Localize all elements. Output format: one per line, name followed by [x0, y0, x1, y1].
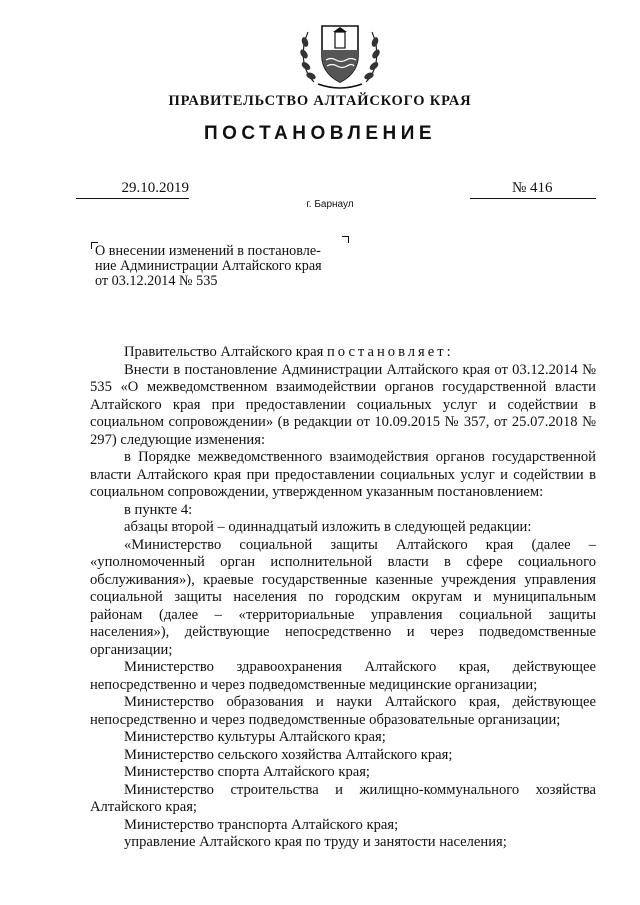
document-body — [90, 344, 596, 852]
government-name: ПРАВИТЕЛЬСТВО АЛТАЙСКОГО КРАЯ — [168, 93, 472, 109]
decree-paragraph — [90, 344, 596, 362]
body-paragraph: Министерство транспорта Алтайского края; — [124, 816, 399, 833]
body-paragraph: Министерство культуры Алтайского края; — [124, 729, 386, 745]
body-paragraph: Внести в постановление Администрации Алтайского края от 03.12.2014 № 535 «О межведомственном взаимодействии органов государственной власти Алтайского края при предоставлении социальных услуг и содействии в социальном сопровождении» (в редакции от 10.09.2015 № 357, от 25.07.2018 № 297) следующие изменения: — [90, 361, 596, 448]
subject-bracket-right — [342, 236, 349, 243]
document-subject — [95, 244, 357, 289]
document-number: № 416 — [470, 180, 596, 199]
body-paragraph: Министерство спорта Алтайского края; — [124, 764, 370, 780]
subject-line: О внесении изменений в постановле- — [95, 243, 321, 259]
body-paragraph: «Министерство социальной защиты Алтайского края (далее – «уполномоченный орган исполнительной власти в сфере социального обслуживания»), краевые государственные казенные учреждения управления социальной защиты населения по городским округам и муниципальным районам (далее – «территориальные управления социальной защиты населения»), действующие непосредственно и через подведомственные организации; — [90, 536, 596, 658]
body-paragraph: абзацы второй – одиннадцатый изложить в следующей редакции: — [124, 519, 532, 535]
decree-word: постановляет: — [326, 344, 454, 360]
body-paragraph: Министерство сельского хозяйства Алтайского края; — [124, 746, 453, 763]
body-paragraph: в пункте 4: — [124, 501, 193, 518]
subject-line: ние Администрации Алтайского края — [95, 258, 322, 274]
body-paragraph: Министерство строительства и жилищно-коммунального хозяйства Алтайского края; — [90, 781, 596, 815]
altai-krai-coat-of-arms-icon — [296, 12, 384, 92]
document-date: 29.10.2019 — [76, 180, 189, 199]
body-paragraph: в Порядке межведомственного взаимодействия органов государственной власти Алтайского края при предоставлении социальных услуг и содействии в социальном сопровождении, утвержденном указанным постановлением: — [90, 449, 596, 500]
body-paragraph: Министерство здравоохранения Алтайского края, действующее непосредственно и через подведомственные медицинские организации; — [90, 659, 596, 693]
decree-lead: Правительство Алтайского края — [124, 344, 327, 360]
subject-line: от 03.12.2014 № 535 — [95, 273, 218, 289]
document-type: ПОСТАНОВЛЕНИЕ — [203, 123, 437, 144]
body-paragraph: управление Алтайского края по труду и занятости населения; — [124, 834, 507, 850]
document-city: г. Барнаул — [306, 199, 354, 210]
body-paragraph: Министерство образования и науки Алтайского края, действующее непосредственно и через подведомственные образовательные организации; — [90, 694, 596, 728]
